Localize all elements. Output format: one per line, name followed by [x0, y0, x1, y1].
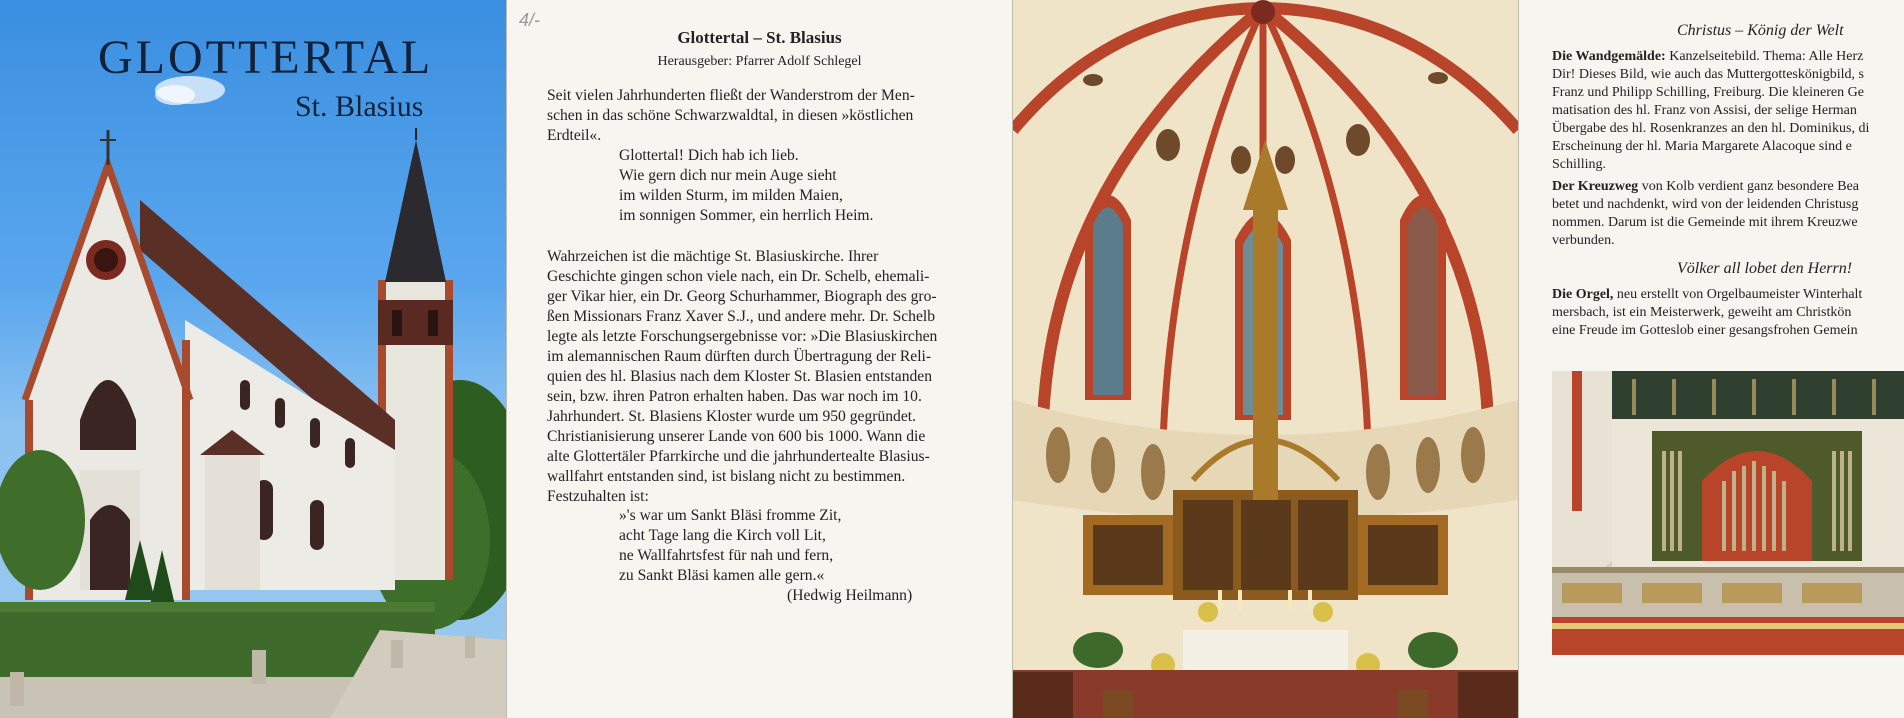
wandgemaelde-paragraph — [1552, 48, 1869, 174]
text-line: verbunden. — [1552, 233, 1615, 248]
altar-interior-photo — [1013, 0, 1518, 718]
church-exterior-photo — [0, 0, 507, 718]
organ-photo — [1552, 371, 1904, 655]
text-line: sein, bzw. ihren Patron erhalten haben. Das war noch im 10. — [547, 388, 922, 405]
poem-line: Wie gern dich nur mein Auge sieht — [619, 167, 837, 184]
paragraph-label: Die Orgel, — [1552, 287, 1614, 302]
kreuzweg-paragraph — [1552, 178, 1859, 250]
text-line: von Kolb verdient ganz besondere Bea — [1638, 179, 1860, 194]
orgel-paragraph — [1552, 286, 1862, 340]
text-line: neu erstellt von Orgelbaumeister Winterhalt — [1613, 287, 1863, 302]
text-line: im alemannischen Raum dürften durch Übertragung der Reli- — [547, 348, 932, 365]
paragraph-label: Der Kreuzweg — [1552, 179, 1639, 194]
text-line: Festzuhalten ist: — [547, 488, 649, 505]
intro-paragraph — [547, 86, 985, 146]
text-line: Jahrhundert. St. Blasiens Kloster wurde um 950 gegründet. — [547, 408, 916, 425]
altar-panel — [1013, 0, 1518, 718]
text-line: betet und nachdenkt, wird von der leidenden Christusg — [1552, 197, 1859, 212]
text-line: nommen. Darum ist die Gemeinde mit ihrem Kreuzwe — [1552, 215, 1858, 230]
paragraph-label: Die Wandgemälde: — [1552, 49, 1666, 64]
cover-panel — [0, 0, 507, 718]
interior-description-page — [1519, 0, 1904, 718]
poem-line: acht Tage lang die Kirch voll Lit, — [619, 527, 826, 544]
text-line: quien des hl. Blasius nach dem Kloster St. Blasien entstanden — [547, 368, 933, 385]
poem-line: im wilden Sturm, im milden Maien, — [619, 187, 843, 204]
text-line: Dir! Dieses Bild, wie auch das Muttergotteskönigbild, s — [1552, 67, 1864, 82]
heading-christus: Christus – König der Welt — [1677, 22, 1844, 39]
poem-line: »'s war um Sankt Bläsi fromme Zit, — [619, 507, 842, 524]
text-line: legte als letzte Forschungsergebnisse vor: »Die Blasiuskirchen — [547, 328, 938, 345]
poem-line: zu Sankt Bläsi kamen alle gern.« — [619, 567, 825, 584]
text-line: Erdteil«. — [547, 127, 602, 144]
history-paragraph — [547, 247, 985, 507]
poem-author: (Hedwig Heilmann) — [787, 587, 913, 604]
poem-glottertal — [619, 146, 873, 226]
text-line: Franz und Philipp Schilling, Freiburg. Die kleineren Ge — [1552, 85, 1864, 100]
text-line: matisation des hl. Franz von Assisi, der selige Herman — [1552, 103, 1857, 118]
text-line: wallfahrt entstanden sind, ist bislang nicht zu bestimmen. — [547, 468, 906, 485]
text-line: Wahrzeichen ist die mächtige St. Blasiuskirche. Ihrer — [547, 248, 879, 265]
text-line: Christianisierung unserer Lande von 600 bis 1000. Wann die — [547, 428, 926, 445]
poem-line: Glottertal! Dich hab ich lieb. — [619, 147, 799, 164]
pencil-note: 4/- — [519, 10, 541, 30]
poem-line: im sonnigen Sommer, ein herrlich Heim. — [619, 207, 874, 224]
text-line: Geschichte gingen schon viele nach, ein Dr. Schelb, ehemali- — [547, 268, 930, 285]
text-line: ßen Missionars Franz Xaver S.J., und andere mehr. Dr. Schelb — [547, 308, 936, 325]
poem-line: ne Wallfahrtsfest für nah und fern, — [619, 547, 834, 564]
text-line: Kanzelseitebild. Thema: Alle Herz — [1665, 49, 1864, 64]
poem-blaesi — [619, 506, 841, 586]
history-page — [507, 0, 1012, 718]
text-line: mersbach, ist ein Meisterwerk, geweiht am Christkön — [1552, 305, 1852, 320]
text-line: ger Vikar hier, ein Dr. Georg Schurhammer, Biograph des gro- — [547, 288, 937, 305]
cover-title: GLOTTERTAL — [98, 31, 434, 84]
page-heading: Glottertal – St. Blasius — [677, 28, 842, 47]
text-line: alte Glottertäler Pfarrkirche und die jahrhundertealte Blasius- — [547, 448, 930, 465]
cover-subtitle: St. Blasius — [295, 90, 424, 123]
text-line: eine Freude im Gotteslob einer gesangsfrohen Gemein — [1552, 323, 1858, 338]
publisher-line: Herausgeber: Pfarrer Adolf Schlegel — [657, 54, 862, 69]
text-line: Schilling. — [1552, 157, 1607, 172]
text-line: Erscheinung der hl. Maria Margarete Alacoque sind e — [1552, 139, 1852, 154]
text-line: Übergabe des hl. Rosenkranzes an den hl. Dominikus, di — [1552, 121, 1870, 136]
text-line: schen in das schöne Schwarzwaldtal, in diesen »köstlichen — [547, 107, 914, 124]
text-line: Seit vielen Jahrhunderten fließt der Wanderstrom der Men- — [547, 87, 915, 104]
heading-voelker: Völker all lobet den Herrn! — [1677, 260, 1853, 277]
